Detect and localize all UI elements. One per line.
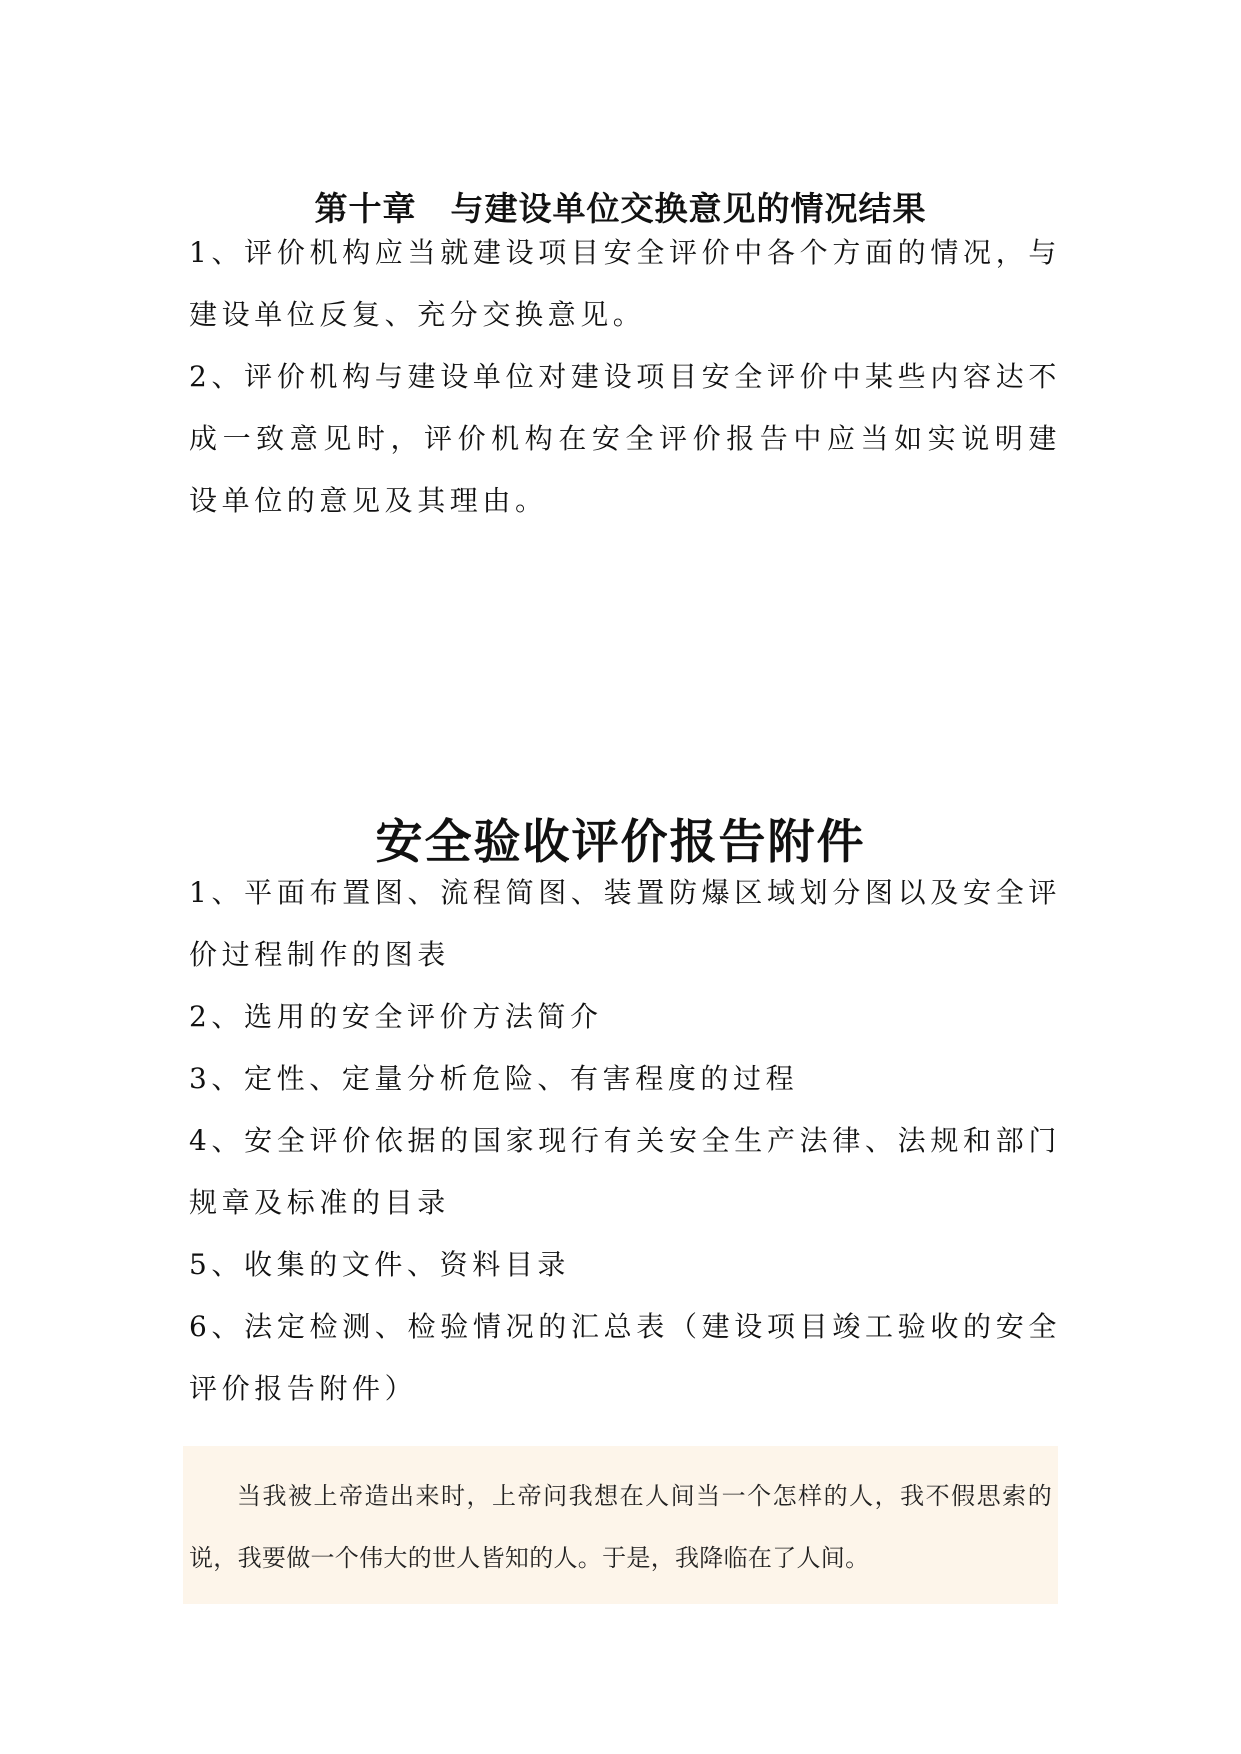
annex-list xyxy=(189,862,1061,1420)
annex-item-4: 4、安全评价依据的国家现行有关安全生产法律、法规和部门规章及标准的目录 xyxy=(189,1124,1061,1219)
chapter-paragraph-2: 2、评价机构与建设单位对建设项目安全评价中某些内容达不成一致意见时，评价机构在安全评价报告中应当如实说明建设单位的意见及其理由。 xyxy=(189,360,1061,517)
annex-item-5: 5、收集的文件、资料目录 xyxy=(189,1248,571,1281)
quote-box xyxy=(183,1446,1058,1604)
chapter-paragraph-1: 1、评价机构应当就建设项目安全评价中各个方面的情况，与建设单位反复、充分交换意见。 xyxy=(189,236,1061,331)
annex-title: 安全验收评价报告附件 xyxy=(375,815,866,871)
chapter-body xyxy=(189,222,1061,532)
annex-item-3: 3、定性、定量分析危险、有害程度的过程 xyxy=(189,1062,799,1095)
annex-item-6: 6、法定检测、检验情况的汇总表（建设项目竣工验收的安全评价报告附件） xyxy=(189,1310,1061,1405)
chapter-title: 第十章 与建设单位交换意见的情况结果 xyxy=(314,189,927,229)
annex-item-1: 1、平面布置图、流程简图、装置防爆区域划分图以及安全评价过程制作的图表 xyxy=(189,876,1061,971)
quote-text: 当我被上帝造出来时，上帝问我想在人间当一个怎样的人，我不假思索的说，我要做一个伟大的世人皆知的人。于是，我降临在了人间。 xyxy=(189,1484,1052,1572)
annex-item-2: 2、选用的安全评价方法简介 xyxy=(189,1000,603,1033)
